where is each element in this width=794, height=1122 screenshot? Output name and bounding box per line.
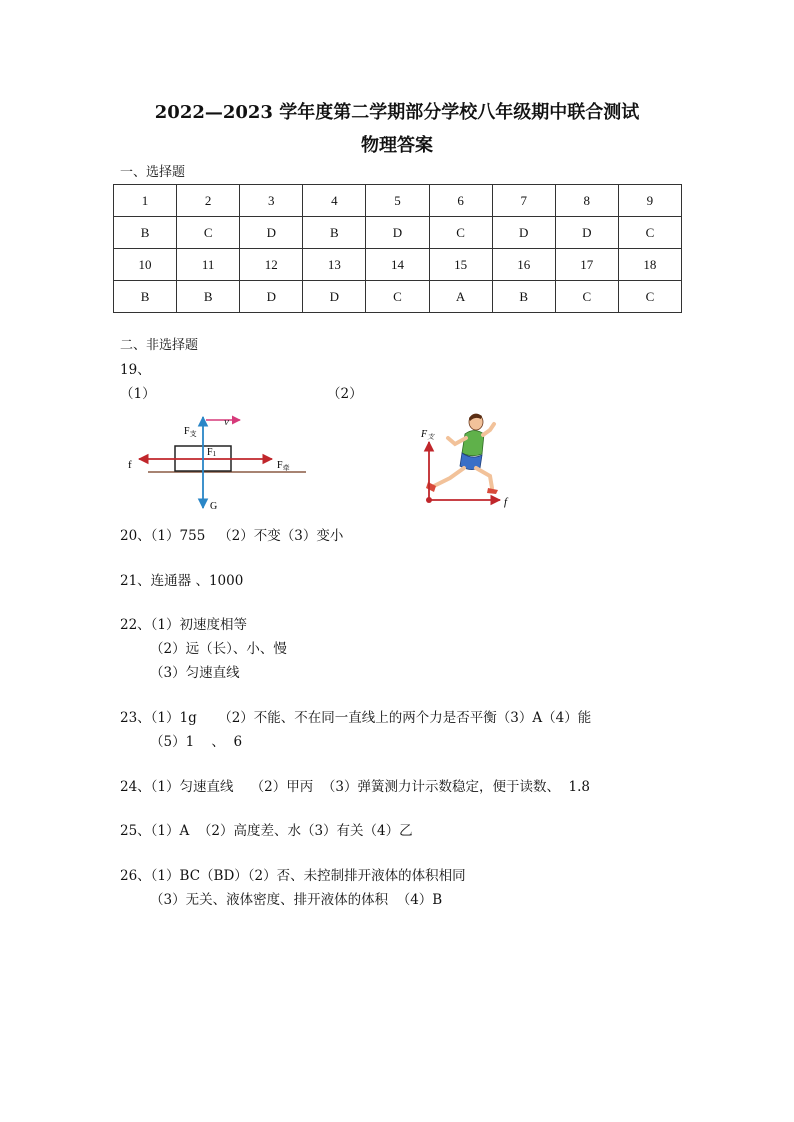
answer-22-line3: （3）匀速直线 <box>120 665 240 681</box>
answer-22-line2: （2）远（长）、小、慢 <box>120 641 287 657</box>
q19-number: 19、 <box>120 362 151 378</box>
label-f1: F1 <box>207 447 217 458</box>
answer-cell: B <box>303 217 366 249</box>
answer-table <box>113 184 682 313</box>
question-number-cell: 11 <box>177 249 240 281</box>
answer-cell: D <box>366 217 429 249</box>
question-number-cell: 1 <box>114 185 177 217</box>
answer-cell: D <box>492 217 555 249</box>
question-number-cell: 13 <box>303 249 366 281</box>
answer-cell: D <box>303 281 366 313</box>
answer-row <box>114 281 682 313</box>
q19-part1-label: （1） <box>120 386 156 402</box>
answer-cell: B <box>114 217 177 249</box>
question-number-cell: 8 <box>555 185 618 217</box>
page-title: 2022—2023 学年度第二学期部分学校八年级期中联合测试 <box>154 102 640 123</box>
answer-26-line2: （3）无关、液体密度、排开液体的体积 （4）B <box>120 892 443 908</box>
force-diagram-runner <box>410 408 525 514</box>
question-number-cell: 18 <box>618 249 681 281</box>
answer-row <box>114 217 682 249</box>
answer-25: 25、（1）A （2）高度差、水（3）有关（4）乙 <box>120 823 413 839</box>
answer-cell: C <box>366 281 429 313</box>
answer-20: 20、（1）755 （2）不变（3）变小 <box>120 528 344 544</box>
question-number-row <box>114 185 682 217</box>
label-f-traction: $F_牵$ <box>277 460 290 472</box>
answer-23-line1: 23、（1）1g （2）不能、不在同一直线上的两个力是否平衡（3）A（4）能 <box>120 710 592 726</box>
question-number-cell: 7 <box>492 185 555 217</box>
question-number-cell: 4 <box>303 185 366 217</box>
label-f: f <box>128 459 132 471</box>
question-number-cell: 5 <box>366 185 429 217</box>
question-number-cell: 6 <box>429 185 492 217</box>
page-subtitle: 物理答案 <box>361 135 433 156</box>
answer-cell: C <box>555 281 618 313</box>
question-number-cell: 3 <box>240 185 303 217</box>
question-number-cell: 15 <box>429 249 492 281</box>
answer-cell: A <box>429 281 492 313</box>
answer-26-line1: 26、（1）BC（BD）（2）否、未控制排开液体的体积相同 <box>120 868 466 884</box>
answer-cell: C <box>618 217 681 249</box>
answer-cell: B <box>492 281 555 313</box>
answer-cell: C <box>177 217 240 249</box>
section-1-label: 一、选择题 <box>120 165 186 180</box>
question-number-cell: 17 <box>555 249 618 281</box>
q19-part2-label: （2） <box>327 386 363 402</box>
label-f: f <box>504 496 508 508</box>
answer-cell: B <box>114 281 177 313</box>
answer-cell: D <box>240 281 303 313</box>
answer-21: 21、连通器 、1000 <box>120 573 244 589</box>
label-v: v <box>224 416 229 428</box>
answer-cell: D <box>240 217 303 249</box>
answer-23-line2: （5）1 、 6 <box>120 734 243 750</box>
answer-cell: C <box>429 217 492 249</box>
force-diagram-block <box>120 412 310 516</box>
section-2-label: 二、非选择题 <box>120 338 199 353</box>
contact-point <box>426 497 432 503</box>
answer-cell: D <box>555 217 618 249</box>
runner-figure <box>426 414 498 494</box>
label-g: G <box>210 501 218 512</box>
answer-24: 24、（1）匀速直线 （2）甲丙 （3）弹簧测力计示数稳定，便于读数、 1.8 <box>120 779 590 795</box>
question-number-cell: 14 <box>366 249 429 281</box>
answer-22-line1: 22、（1）初速度相等 <box>120 617 248 633</box>
question-number-cell: 2 <box>177 185 240 217</box>
answer-cell: B <box>177 281 240 313</box>
answer-cell: C <box>618 281 681 313</box>
question-number-cell: 16 <box>492 249 555 281</box>
label-f-support: $F_支$ <box>421 429 435 441</box>
label-f-support: $F_支$ <box>184 426 197 438</box>
question-number-cell: 10 <box>114 249 177 281</box>
question-number-cell: 9 <box>618 185 681 217</box>
question-number-cell: 12 <box>240 249 303 281</box>
question-number-row <box>114 249 682 281</box>
